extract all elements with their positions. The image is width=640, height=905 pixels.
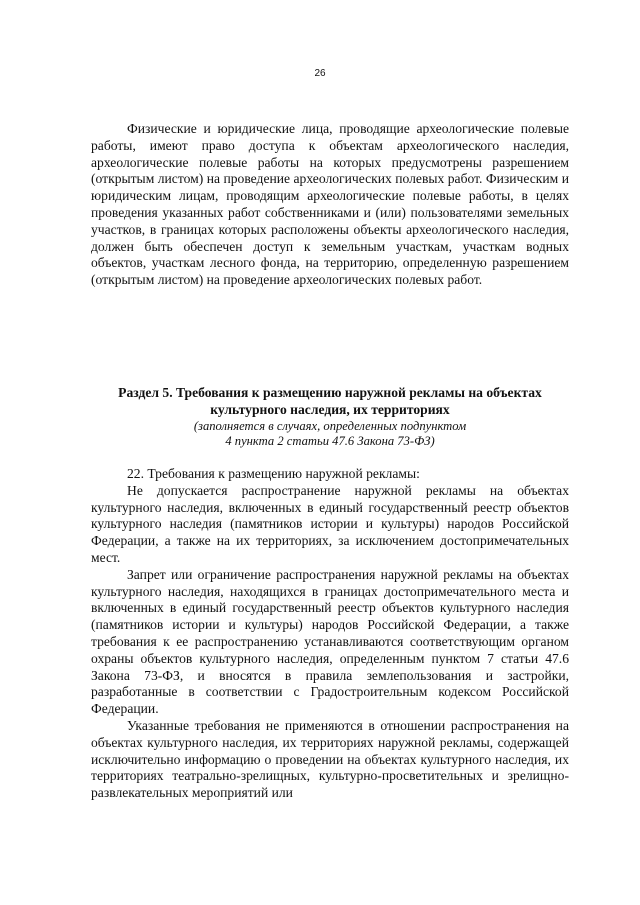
section-5-header — [91, 385, 569, 450]
requirements-paragraph-1: Не допускается распространение наружной рекламы на объектах культурного наследия, включенных в единый государственный реестр объектов культурного наследия (памятников истории и культуры) народов Российской Федерации, а также на их территориях, за исключением достопримечательных мест. — [91, 482, 569, 565]
section-note-line-1: (заполняется в случаях, определенных подпунктом — [193, 418, 467, 433]
requirements-paragraph-2: Запрет или ограничение распространения наружной рекламы на объектах культурного наследия, находящихся в границах достопримечательного места и включенных в единый государственный реестр объектов культурного наследия (памятников истории и культуры) народов Российской Федерации, а также требования к ее распространению устанавливаются соответствующим органом охраны объектов культурного наследия, определенным пунктом 7 статьи 47.6 Закона 73-ФЗ, и вносятся в правила землепользования и застройки, разработанные в соответствии с Градостроительным кодексом Российской Федерации. — [91, 566, 569, 717]
section-title-line-2: культурного наследия, их территориях — [210, 401, 450, 417]
page-number: 26 — [314, 68, 326, 79]
requirements-paragraph-3: Указанные требования не применяются в отношении распространения на объектах культурного наследия, их территориях наружной рекламы, содержащей исключительно информацию о проведении на объектах культурного наследия, их территориях театрально-зрелищных, культурно-просветительных и зрелищно-развлекательных мероприятий или — [91, 717, 569, 801]
item-22-heading: 22. Требования к размещению наружной рекламы: — [127, 466, 420, 481]
section-note-line-2: 4 пункта 2 статьи 47.6 Закона 73-ФЗ) — [225, 434, 435, 449]
section-title-line-1: Раздел 5. Требования к размещению наружной рекламы на объектах — [118, 385, 542, 400]
access-paragraph: Физические и юридические лица, проводящие археологические полевые работы, имеют право доступа к объектам археологического наследия, археологические полевые работы на которых предусмотрены разрешением (открытым листом) на проведение археологических полевых работ. Физическим и юридическим лицам, проводящим археологические полевые работы, в целях проведения указанных работ собственниками и (или) пользователями земельных участков, в границах которых расположены объекты археологического наследия, должен быть обеспечен доступ к земельным участкам, участкам водных объектов, участкам лесного фонда, на территорию, определенную разрешением (открытым листом) на проведение археологических полевых работ. — [91, 121, 569, 288]
requirements-block — [91, 466, 569, 802]
access-paragraph-block — [91, 121, 569, 289]
